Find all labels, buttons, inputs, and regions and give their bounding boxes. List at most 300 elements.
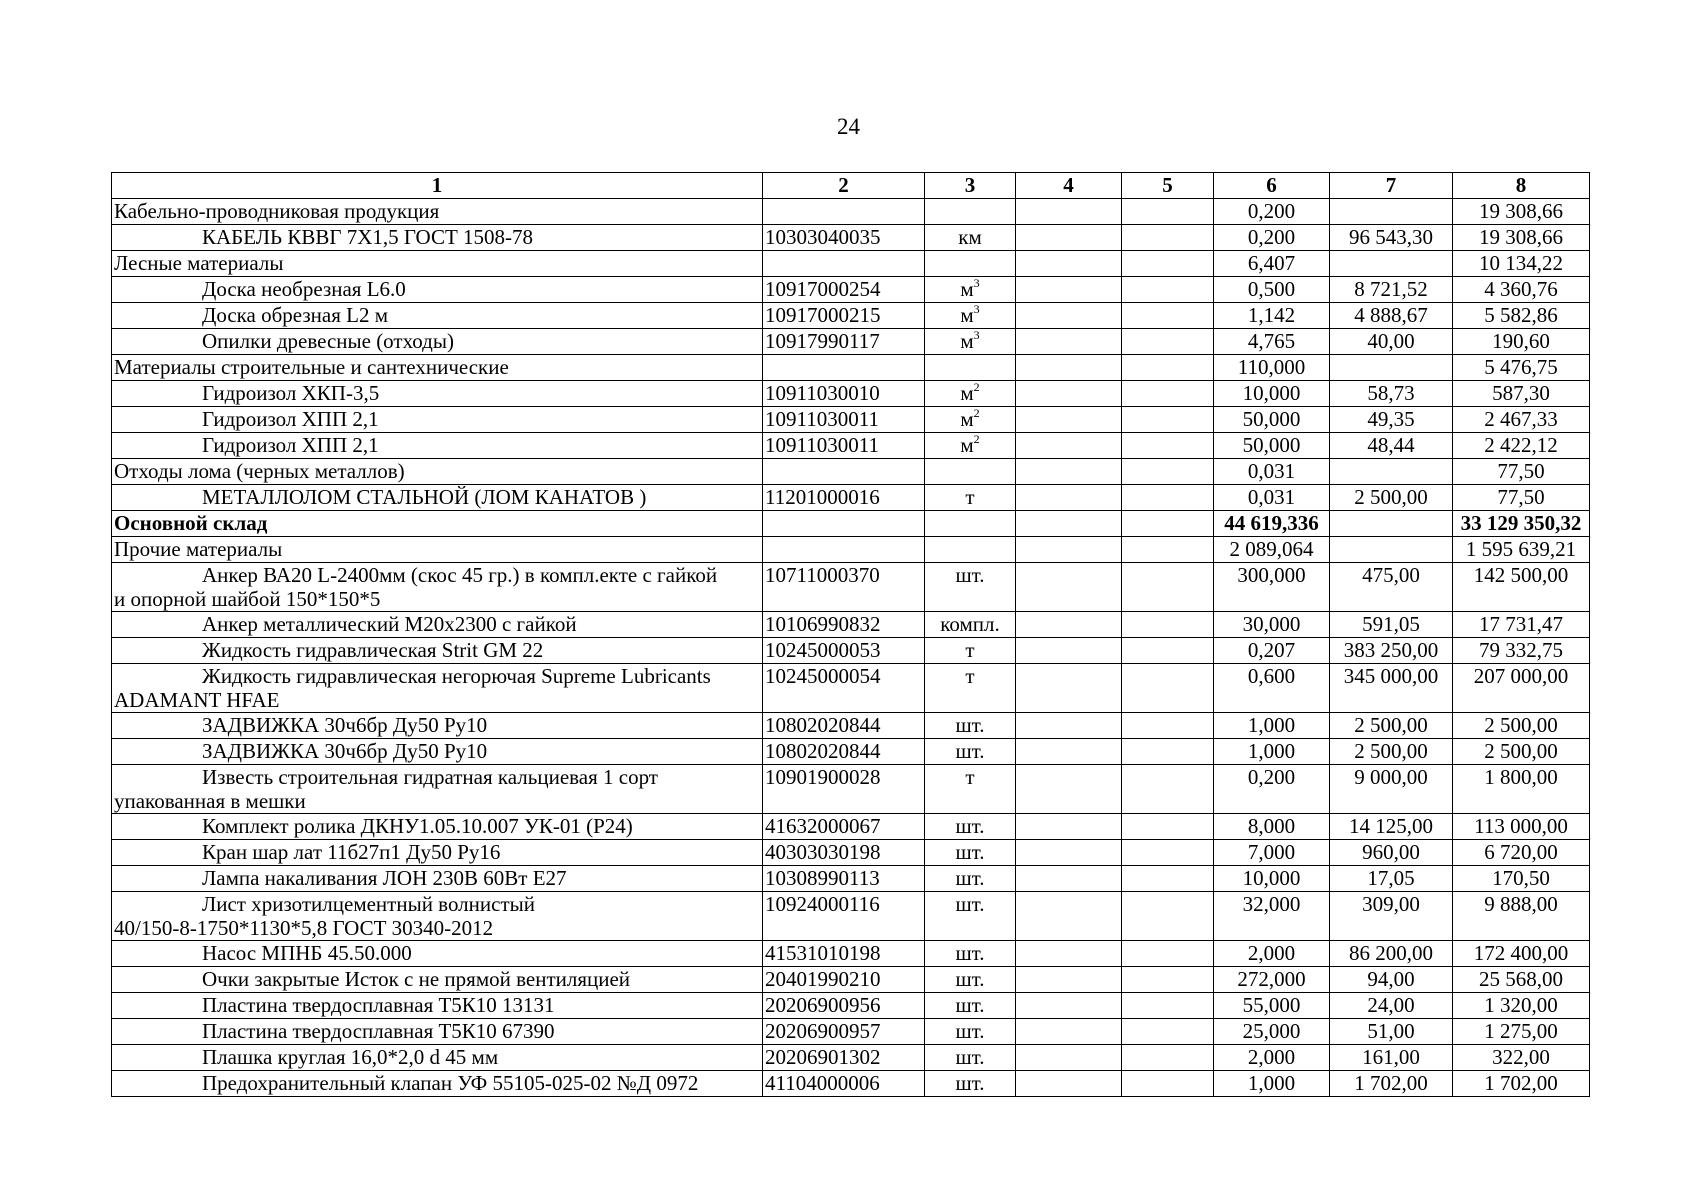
unit-price	[1330, 537, 1453, 563]
amount: 2 467,33	[1453, 407, 1590, 433]
item-name: КАБЕЛЬ КВВГ 7Х1,5 ГОСТ 1508-78	[202, 225, 534, 249]
item-row	[112, 892, 1590, 941]
item-name: Лист хризотилцементный волнистый	[202, 892, 535, 916]
unit: т	[965, 485, 975, 509]
item-code: 20206900956	[763, 993, 925, 1019]
quantity: 1,000	[1214, 739, 1330, 765]
amount: 79 332,75	[1453, 638, 1590, 664]
column-5-cell	[1122, 303, 1214, 329]
column-5-cell	[1122, 664, 1214, 713]
item-name: Жидкость гидравлическая Strit GM 22	[202, 638, 544, 662]
amount: 6 720,00	[1453, 840, 1590, 866]
column-5-cell	[1122, 485, 1214, 511]
unit-price	[1330, 459, 1453, 485]
column-5-cell	[1122, 433, 1214, 459]
item-name: Доска обрезная L2 м	[202, 303, 389, 327]
item-row	[112, 303, 1590, 329]
unit-price: 960,00	[1330, 840, 1453, 866]
amount: 190,60	[1453, 329, 1590, 355]
column-5-cell	[1122, 537, 1214, 563]
item-name-cell	[112, 638, 763, 664]
unit-cell	[925, 459, 1016, 485]
column-header: 5	[1122, 173, 1214, 199]
item-code	[763, 251, 925, 277]
quantity: 7,000	[1214, 840, 1330, 866]
quantity: 0,200	[1214, 225, 1330, 251]
item-code: 10245000054	[763, 664, 925, 713]
column-4-cell	[1016, 814, 1122, 840]
amount: 33 129 350,32	[1453, 511, 1590, 537]
column-5-cell	[1122, 1045, 1214, 1071]
amount: 322,00	[1453, 1045, 1590, 1071]
item-name-cell	[112, 866, 763, 892]
item-name: Доска необрезная L6.0	[202, 277, 406, 301]
unit-price	[1330, 355, 1453, 381]
quantity: 25,000	[1214, 1019, 1330, 1045]
item-name-cell	[112, 739, 763, 765]
unit-price: 475,00	[1330, 563, 1453, 612]
item-name-cell	[112, 225, 763, 251]
column-5-cell	[1122, 866, 1214, 892]
item-code	[763, 199, 925, 225]
unit-cell	[925, 713, 1016, 739]
item-code: 10917000215	[763, 303, 925, 329]
unit-price: 2 500,00	[1330, 485, 1453, 511]
column-4-cell	[1016, 329, 1122, 355]
unit: м	[960, 277, 974, 301]
unit-cell	[925, 407, 1016, 433]
column-5-cell	[1122, 840, 1214, 866]
amount: 587,30	[1453, 381, 1590, 407]
unit-exponent: 2	[973, 432, 980, 446]
amount: 142 500,00	[1453, 563, 1590, 612]
item-name: Гидроизол ХКП-3,5	[202, 381, 380, 405]
unit-price: 161,00	[1330, 1045, 1453, 1071]
item-code: 10802020844	[763, 739, 925, 765]
quantity: 10,000	[1214, 381, 1330, 407]
item-name-cell	[112, 967, 763, 993]
unit: шт.	[955, 563, 985, 587]
quantity: 50,000	[1214, 433, 1330, 459]
column-header: 4	[1016, 173, 1122, 199]
unit-cell	[925, 638, 1016, 664]
unit-cell	[925, 993, 1016, 1019]
unit: шт.	[955, 941, 985, 965]
unit-price: 591,05	[1330, 612, 1453, 638]
column-4-cell	[1016, 993, 1122, 1019]
item-row	[112, 329, 1590, 355]
item-code: 20206901302	[763, 1045, 925, 1071]
column-5-cell	[1122, 277, 1214, 303]
unit-cell	[925, 612, 1016, 638]
item-code: 41104000006	[763, 1071, 925, 1097]
unit: т	[965, 638, 975, 662]
column-5-cell	[1122, 511, 1214, 537]
item-name-cell	[112, 713, 763, 739]
unit-price: 51,00	[1330, 1019, 1453, 1045]
unit-cell	[925, 225, 1016, 251]
item-name: Анкер ВА20 L-2400мм (скос 45 гр.) в компл.екте с гайкой	[202, 563, 718, 587]
unit: шт.	[955, 1045, 985, 1069]
item-name-cell	[112, 303, 763, 329]
column-4-cell	[1016, 277, 1122, 303]
item-name: Анкер металлический М20х2300 с гайкой	[202, 612, 577, 636]
item-name-continuation: и опорной шайбой 150*150*5	[114, 587, 381, 611]
column-header: 8	[1453, 173, 1590, 199]
unit-price: 24,00	[1330, 993, 1453, 1019]
unit-cell	[925, 1019, 1016, 1045]
unit-cell	[925, 1071, 1016, 1097]
item-code: 20401990210	[763, 967, 925, 993]
item-name-cell	[112, 1071, 763, 1097]
item-name: Плашка круглая 16,0*2,0 d 45 мм	[202, 1045, 499, 1069]
item-name: Пластина твердосплавная Т5К10 67390	[202, 1019, 555, 1043]
item-row	[112, 433, 1590, 459]
quantity: 2,000	[1214, 941, 1330, 967]
unit: шт.	[955, 892, 985, 916]
item-row	[112, 277, 1590, 303]
unit: т	[965, 664, 975, 688]
item-row	[112, 840, 1590, 866]
item-name: МЕТАЛЛОЛОМ СТАЛЬНОЙ (ЛОМ КАНАТОВ )	[202, 485, 647, 509]
amount: 10 134,22	[1453, 251, 1590, 277]
item-row	[112, 381, 1590, 407]
column-5-cell	[1122, 941, 1214, 967]
quantity: 1,000	[1214, 713, 1330, 739]
amount: 77,50	[1453, 459, 1590, 485]
column-header: 6	[1214, 173, 1330, 199]
item-code	[763, 459, 925, 485]
unit: шт.	[955, 840, 985, 864]
unit-price: 96 543,30	[1330, 225, 1453, 251]
item-code: 10308990113	[763, 866, 925, 892]
column-4-cell	[1016, 638, 1122, 664]
unit-price	[1330, 251, 1453, 277]
unit: шт.	[955, 814, 985, 838]
amount: 1 595 639,21	[1453, 537, 1590, 563]
item-name-cell: Прочие материалы	[112, 537, 763, 563]
quantity: 0,200	[1214, 765, 1330, 814]
item-name: Гидроизол ХПП 2,1	[202, 433, 379, 457]
item-code	[763, 511, 925, 537]
column-header: 1	[112, 173, 763, 199]
unit-price	[1330, 199, 1453, 225]
column-5-cell	[1122, 1019, 1214, 1045]
item-row	[112, 814, 1590, 840]
unit-cell	[925, 251, 1016, 277]
unit-cell	[925, 664, 1016, 713]
group-row	[112, 537, 1590, 563]
unit-price	[1330, 511, 1453, 537]
item-name-cell	[112, 941, 763, 967]
unit-cell	[925, 355, 1016, 381]
column-header: 2	[763, 173, 925, 199]
quantity: 272,000	[1214, 967, 1330, 993]
item-row	[112, 563, 1590, 612]
inventory-table	[111, 172, 1590, 1097]
item-code: 10303040035	[763, 225, 925, 251]
unit-exponent: 3	[973, 276, 980, 290]
quantity: 0,600	[1214, 664, 1330, 713]
item-row	[112, 993, 1590, 1019]
item-name-cell	[112, 993, 763, 1019]
amount: 4 360,76	[1453, 277, 1590, 303]
quantity: 6,407	[1214, 251, 1330, 277]
item-name-cell	[112, 664, 763, 713]
column-5-cell	[1122, 765, 1214, 814]
amount: 1 320,00	[1453, 993, 1590, 1019]
quantity: 10,000	[1214, 866, 1330, 892]
item-row	[112, 225, 1590, 251]
item-name: Опилки древесные (отходы)	[202, 329, 454, 353]
unit-price: 40,00	[1330, 329, 1453, 355]
item-name-cell: Лесные материалы	[112, 251, 763, 277]
unit: шт.	[955, 1019, 985, 1043]
item-name-continuation: ADAMANT HFAE	[114, 688, 280, 712]
unit-price: 1 702,00	[1330, 1071, 1453, 1097]
item-row	[112, 1045, 1590, 1071]
item-code: 10924000116	[763, 892, 925, 941]
column-4-cell	[1016, 537, 1122, 563]
item-code: 10245000053	[763, 638, 925, 664]
column-4-cell	[1016, 664, 1122, 713]
unit-cell	[925, 866, 1016, 892]
item-code: 41531010198	[763, 941, 925, 967]
column-5-cell	[1122, 638, 1214, 664]
item-name-cell: Материалы строительные и сантехнические	[112, 355, 763, 381]
item-row	[112, 967, 1590, 993]
column-5-cell	[1122, 993, 1214, 1019]
unit-cell	[925, 303, 1016, 329]
quantity: 32,000	[1214, 892, 1330, 941]
column-4-cell	[1016, 1071, 1122, 1097]
item-name: Комплект ролика ДКНУ1.05.10.007 УК-01 (Р24)	[202, 814, 633, 838]
quantity: 0,200	[1214, 199, 1330, 225]
amount: 170,50	[1453, 866, 1590, 892]
unit-cell	[925, 537, 1016, 563]
item-name: Жидкость гидравлическая негорючая Supreme Lubricants	[202, 664, 711, 688]
unit: шт.	[955, 993, 985, 1017]
unit-cell	[925, 892, 1016, 941]
group-row	[112, 199, 1590, 225]
unit-cell	[925, 563, 1016, 612]
unit: м	[960, 407, 974, 431]
unit: шт.	[955, 967, 985, 991]
column-5-cell	[1122, 329, 1214, 355]
unit: шт.	[955, 866, 985, 890]
column-4-cell	[1016, 840, 1122, 866]
quantity: 2,000	[1214, 1045, 1330, 1071]
amount: 5 582,86	[1453, 303, 1590, 329]
quantity: 0,031	[1214, 459, 1330, 485]
amount: 1 702,00	[1453, 1071, 1590, 1097]
unit-cell	[925, 814, 1016, 840]
quantity: 300,000	[1214, 563, 1330, 612]
item-name-continuation: 40/150-8-1750*1130*5,8 ГОСТ 30340-2012	[114, 916, 494, 940]
column-5-cell	[1122, 355, 1214, 381]
column-4-cell	[1016, 381, 1122, 407]
column-4-cell	[1016, 511, 1122, 537]
column-header: 7	[1330, 173, 1453, 199]
quantity: 0,207	[1214, 638, 1330, 664]
unit: м	[960, 381, 974, 405]
quantity: 44 619,336	[1214, 511, 1330, 537]
group-row	[112, 251, 1590, 277]
unit-cell	[925, 381, 1016, 407]
amount: 2 500,00	[1453, 713, 1590, 739]
unit: компл.	[940, 612, 1000, 636]
unit-price: 4 888,67	[1330, 303, 1453, 329]
unit: шт.	[955, 1071, 985, 1095]
quantity: 0,031	[1214, 485, 1330, 511]
unit-price: 86 200,00	[1330, 941, 1453, 967]
item-name-cell	[112, 329, 763, 355]
unit-cell	[925, 485, 1016, 511]
item-code: 10802020844	[763, 713, 925, 739]
unit-cell	[925, 941, 1016, 967]
quantity: 1,000	[1214, 1071, 1330, 1097]
amount: 9 888,00	[1453, 892, 1590, 941]
item-row	[112, 612, 1590, 638]
item-row	[112, 765, 1590, 814]
item-name-cell	[112, 433, 763, 459]
item-name-cell	[112, 1019, 763, 1045]
unit-cell	[925, 1045, 1016, 1071]
column-4-cell	[1016, 407, 1122, 433]
unit-price: 49,35	[1330, 407, 1453, 433]
column-5-cell	[1122, 1071, 1214, 1097]
unit-price: 2 500,00	[1330, 713, 1453, 739]
column-4-cell	[1016, 355, 1122, 381]
table-body	[112, 199, 1590, 1097]
item-name: ЗАДВИЖКА 30ч6бр Ду50 Ру10	[202, 713, 488, 737]
item-name-cell	[112, 892, 763, 941]
column-4-cell	[1016, 765, 1122, 814]
amount: 1 275,00	[1453, 1019, 1590, 1045]
unit-cell	[925, 277, 1016, 303]
unit-cell	[925, 329, 1016, 355]
column-4-cell	[1016, 1019, 1122, 1045]
unit-price: 58,73	[1330, 381, 1453, 407]
column-4-cell	[1016, 967, 1122, 993]
unit-price: 309,00	[1330, 892, 1453, 941]
unit-price: 9 000,00	[1330, 765, 1453, 814]
unit-price: 383 250,00	[1330, 638, 1453, 664]
quantity: 0,500	[1214, 277, 1330, 303]
column-5-cell	[1122, 563, 1214, 612]
column-4-cell	[1016, 199, 1122, 225]
column-4-cell	[1016, 713, 1122, 739]
unit-cell	[925, 433, 1016, 459]
item-name-cell	[112, 814, 763, 840]
column-4-cell	[1016, 303, 1122, 329]
unit: т	[965, 765, 975, 789]
column-4-cell	[1016, 1045, 1122, 1071]
item-name: Пластина твердосплавная Т5К10 13131	[202, 993, 555, 1017]
item-name-cell: Основной склад	[112, 511, 763, 537]
column-4-cell	[1016, 941, 1122, 967]
item-name-cell	[112, 612, 763, 638]
unit-exponent: 3	[973, 302, 980, 316]
column-4-cell	[1016, 251, 1122, 277]
column-4-cell	[1016, 459, 1122, 485]
unit-price: 2 500,00	[1330, 739, 1453, 765]
amount: 17 731,47	[1453, 612, 1590, 638]
item-name-cell	[112, 765, 763, 814]
unit-cell	[925, 840, 1016, 866]
unit-price: 48,44	[1330, 433, 1453, 459]
unit-cell	[925, 739, 1016, 765]
unit: м	[960, 433, 974, 457]
item-code: 41632000067	[763, 814, 925, 840]
item-name: Кран шар лат 11б27п1 Ду50 Ру16	[202, 840, 501, 864]
item-code: 10917000254	[763, 277, 925, 303]
quantity: 30,000	[1214, 612, 1330, 638]
item-code: 10911030010	[763, 381, 925, 407]
item-row	[112, 485, 1590, 511]
item-name: Лампа накаливания ЛОН 230В 60Вт Е27	[202, 866, 567, 890]
quantity: 55,000	[1214, 993, 1330, 1019]
column-number-header-row	[112, 173, 1590, 199]
unit-cell	[925, 199, 1016, 225]
unit-price: 8 721,52	[1330, 277, 1453, 303]
amount: 19 308,66	[1453, 199, 1590, 225]
quantity: 110,000	[1214, 355, 1330, 381]
item-code: 20206900957	[763, 1019, 925, 1045]
item-name-cell	[112, 1045, 763, 1071]
item-name: Очки закрытые Исток с не прямой вентиляцией	[202, 967, 631, 991]
item-code: 10917990117	[763, 329, 925, 355]
item-code: 10711000370	[763, 563, 925, 612]
column-5-cell	[1122, 739, 1214, 765]
quantity: 4,765	[1214, 329, 1330, 355]
column-4-cell	[1016, 563, 1122, 612]
unit-cell	[925, 967, 1016, 993]
item-code	[763, 355, 925, 381]
item-name-cell	[112, 407, 763, 433]
amount: 5 476,75	[1453, 355, 1590, 381]
unit-price: 345 000,00	[1330, 664, 1453, 713]
unit: м	[960, 303, 974, 327]
unit-price: 14 125,00	[1330, 814, 1453, 840]
unit-price: 17,05	[1330, 866, 1453, 892]
amount: 2 500,00	[1453, 739, 1590, 765]
column-5-cell	[1122, 199, 1214, 225]
unit: м	[960, 329, 974, 353]
item-name: ЗАДВИЖКА 30ч6бр Ду50 Ру10	[202, 739, 488, 763]
section-row	[112, 511, 1590, 537]
unit-cell	[925, 511, 1016, 537]
column-4-cell	[1016, 433, 1122, 459]
quantity: 1,142	[1214, 303, 1330, 329]
item-row	[112, 638, 1590, 664]
item-code: 10911030011	[763, 407, 925, 433]
amount: 2 422,12	[1453, 433, 1590, 459]
item-code: 10901900028	[763, 765, 925, 814]
unit: шт.	[955, 739, 985, 763]
amount: 1 800,00	[1453, 765, 1590, 814]
group-row	[112, 459, 1590, 485]
column-5-cell	[1122, 381, 1214, 407]
item-code: 10106990832	[763, 612, 925, 638]
item-name-cell: Кабельно-проводниковая продукция	[112, 199, 763, 225]
item-code	[763, 537, 925, 563]
quantity: 8,000	[1214, 814, 1330, 840]
group-row	[112, 355, 1590, 381]
column-4-cell	[1016, 612, 1122, 638]
amount: 19 308,66	[1453, 225, 1590, 251]
column-5-cell	[1122, 225, 1214, 251]
